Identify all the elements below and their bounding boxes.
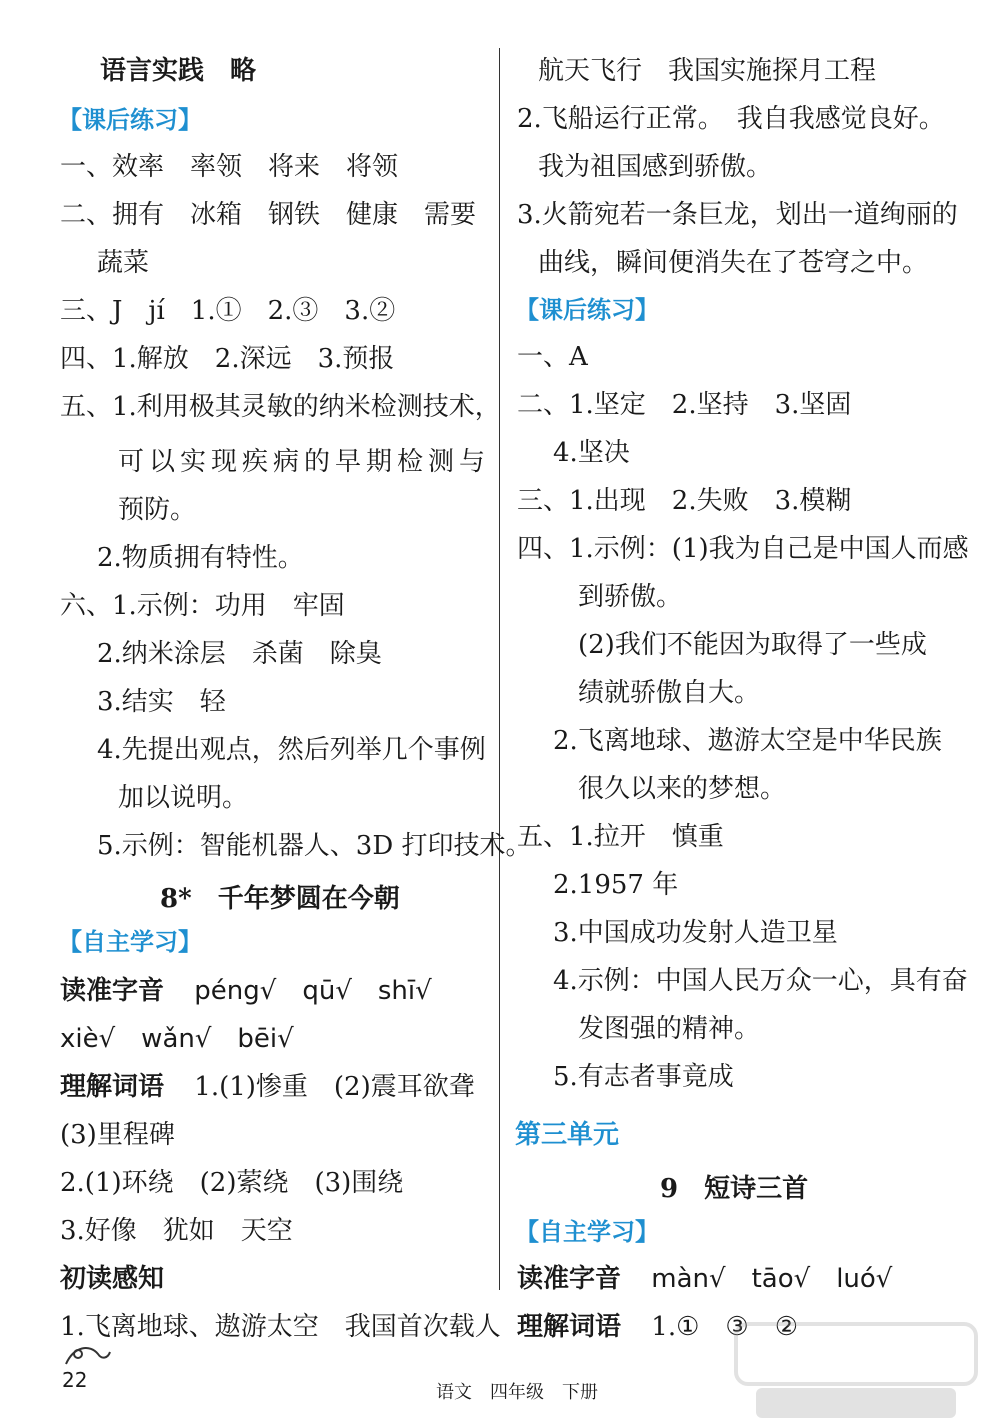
answer-line: 4.示例：中国人民万众一心，具有奋 — [553, 966, 968, 996]
column-divider — [499, 48, 500, 1290]
answer-line: 二、1.坚定 2.坚持 3.坚固 — [517, 390, 852, 420]
language-practice-line: 语言实践 略 — [100, 56, 257, 86]
section-header-exercises: 【课后练习】 — [515, 296, 659, 324]
pinyin-answers: xiè√ wǎn√ bēi√ — [60, 1024, 294, 1054]
pinyin-answers: màn√ tāo√ luó√ — [651, 1264, 893, 1294]
answer-line: 3.结实 轻 — [97, 687, 226, 717]
section-header-self-study: 【自主学习】 — [58, 928, 202, 956]
section-header-self-study: 【自主学习】 — [515, 1218, 659, 1246]
answer-line: 3.火箭宛若一条巨龙，划出一道绚丽的 — [517, 200, 958, 230]
watermark-logo-icon — [726, 1314, 986, 1424]
vocabulary-answers: 1.(1)惨重 (2)震耳欲聋 — [194, 1072, 475, 1102]
answer-line: 曲线，瞬间便消失在了苍穹之中。 — [538, 248, 929, 278]
answer-line: 发图强的精神。 — [578, 1014, 761, 1044]
vocabulary-row — [60, 1070, 475, 1104]
answer-line: 2.(1)环绕 (2)萦绕 (3)围绕 — [60, 1168, 404, 1198]
answer-line: 五、1.拉开 慎重 — [517, 822, 724, 852]
answer-line: 5.有志者事竟成 — [553, 1062, 734, 1092]
answer-line: 1.飞离地球、遨游太空 我国首次载人 — [60, 1312, 501, 1342]
vocabulary-answers: 1.① ③ ② — [651, 1312, 799, 1342]
watermark-logo — [726, 1314, 986, 1424]
lesson-title-8: 8* 千年梦圆在今朝 — [160, 884, 400, 914]
answer-line: 4.坚决 — [553, 438, 630, 468]
label-first-reading: 初读感知 — [60, 1264, 165, 1294]
answer-line: 五、1.利用极其灵敏的纳米检测技术， — [60, 392, 501, 422]
answer-line: 2.飞船运行正常。 我自我感觉良好。 — [517, 104, 945, 134]
answer-line: 到骄傲。 — [578, 582, 683, 612]
answer-line: 5.示例：智能机器人、3D 打印技术。 — [97, 831, 532, 861]
answer-line: 很久以来的梦想。 — [578, 774, 787, 804]
answer-line: 四、1.解放 2.深远 3.预报 — [60, 344, 395, 374]
lesson-title-9: 9 短诗三首 — [660, 1174, 809, 1204]
pronunciation-row — [517, 1262, 892, 1296]
pinyin-answers: péng√ qū√ shī√ — [194, 976, 432, 1006]
label-understand-words: 理解词语 — [60, 1072, 165, 1102]
answer-line: 4.先提出观点，然后列举几个事例 — [97, 735, 486, 765]
answer-line: 3.中国成功发射人造卫星 — [553, 918, 838, 948]
answer-line: 六、1.示例：功用 牢固 — [60, 591, 345, 621]
answer-line: 2.纳米涂层 杀菌 除臭 — [97, 639, 382, 669]
answer-line: 我为祖国感到骄傲。 — [538, 152, 773, 182]
answer-line: 2.飞离地球、遨游太空是中华民族 — [553, 726, 942, 756]
answer-line: 3.好像 犹如 天空 — [60, 1216, 293, 1246]
answer-line: 二、拥有 冰箱 钢铁 健康 需要 — [60, 200, 477, 230]
label-read-pronunciation: 读准字音 — [517, 1264, 622, 1294]
answer-line: (2)我们不能因为取得了一些成 — [578, 630, 927, 660]
unit-heading: 第三单元 — [515, 1120, 620, 1150]
label-understand-words: 理解词语 — [517, 1312, 622, 1342]
answer-line: 三、J jí 1.① 2.③ 3.② — [60, 296, 396, 326]
answer-line: 2.物质拥有特性。 — [97, 543, 304, 573]
answer-line: 绩就骄傲自大。 — [578, 678, 761, 708]
label-read-pronunciation: 读准字音 — [60, 976, 165, 1006]
answer-line: 航天飞行 我国实施探月工程 — [538, 56, 877, 86]
answer-line: 一、效率 率领 将来 将领 — [60, 152, 399, 182]
answer-line: 蔬菜 — [97, 248, 150, 278]
pronunciation-row — [60, 974, 432, 1008]
answer-line: 预防。 — [118, 495, 197, 525]
page-corner-ornament-icon — [64, 1342, 112, 1368]
section-header-exercises: 【课后练习】 — [58, 106, 202, 134]
answer-line: 三、1.出现 2.失败 3.模糊 — [517, 486, 852, 516]
answer-line: 四、1.示例：(1)我为自己是中国人而感 — [517, 534, 969, 564]
answer-line: 2.1957 年 — [553, 870, 679, 900]
answer-line: 可以实现疾病的早期检测与 — [118, 447, 491, 477]
answer-line: 一、A — [517, 342, 588, 372]
footer-subject-line: 语文 四年级 下册 — [436, 1382, 598, 1403]
answer-line: (3)里程碑 — [60, 1120, 175, 1150]
page-number: 22 — [62, 1368, 88, 1392]
answer-line: 加以说明。 — [118, 783, 249, 813]
